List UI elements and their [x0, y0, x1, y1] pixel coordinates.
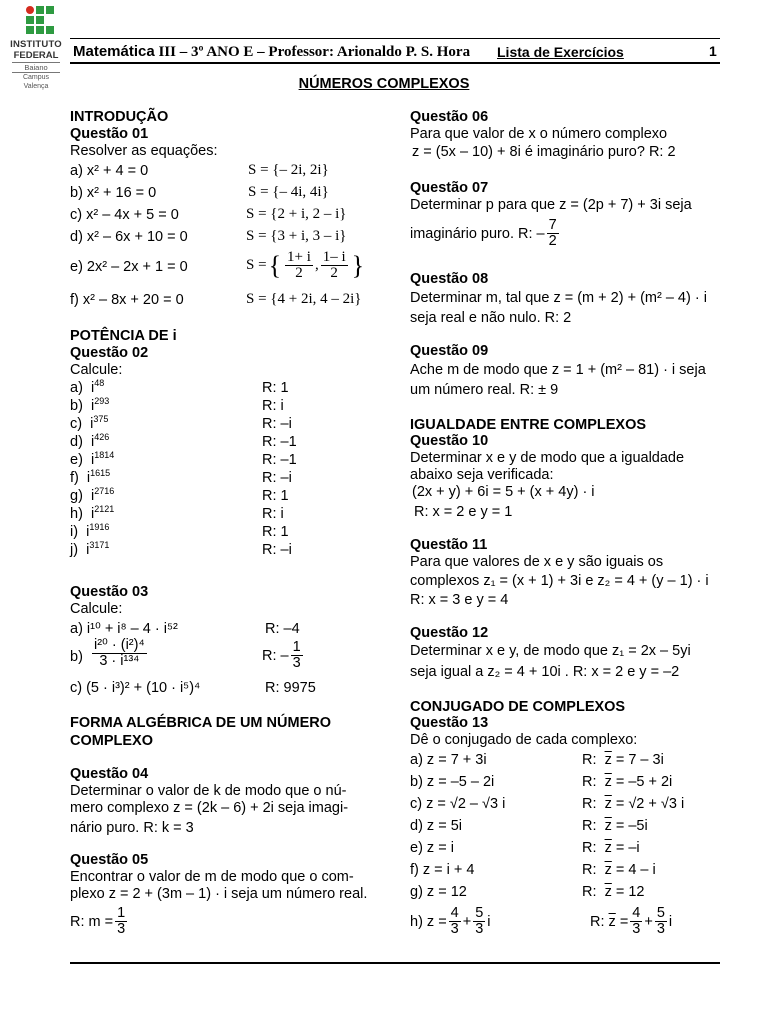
q02-answer: R: 1 [262, 488, 289, 504]
q02-item: c) $i^{375}$ [70, 414, 109, 432]
q06-text-1: Para que valor de x o número complexo [410, 126, 668, 142]
question-05-title: Questão 05 [70, 852, 149, 868]
q02-answer: R: i [262, 506, 284, 522]
q03-item-a: a) i¹⁰ + i⁸ – 4 · i⁵² [70, 621, 178, 637]
q01-answer-c: S = {2 + i, 2 – i} [246, 206, 347, 222]
q03-answer-c: R: 9975 [265, 680, 316, 696]
q11-answer: R: x = 3 e y = 4 [410, 592, 509, 608]
q02-item: a) $i^{48}$ [70, 378, 105, 396]
q02-item: g) $i^{2716}$ [70, 486, 115, 504]
q01-answer-a: S = {– 2i, 2i} [248, 162, 329, 178]
q01-answer-d: S = {3 + i, 3 – i} [246, 228, 347, 244]
q04-text-1: Determinar o valor de k de modo que o nú- [70, 783, 347, 799]
q02-item: j) $i^{3171}$ [70, 540, 110, 558]
q13-item: e) z = i [410, 840, 454, 856]
question-02-title: Questão 02 [70, 345, 149, 361]
q13-item: d) z = 5i [410, 818, 462, 834]
q08-text-1: Determinar m, tal que z = (m + 2) + (m² – 4) · i [410, 290, 707, 306]
q02-answer: R: –i [262, 416, 292, 432]
question-06-title: Questão 06 [410, 109, 489, 125]
header-rule-bottom [70, 62, 720, 64]
q13-item: a) z = 7 + 3i [410, 752, 487, 768]
question-04-title: Questão 04 [70, 766, 149, 782]
document-title: NÚMEROS COMPLEXOS [298, 76, 470, 92]
q01-item-e: e) 2x² – 2x + 1 = 0 [70, 259, 188, 275]
q02-item: f) $i^{1615}$ [70, 468, 111, 486]
logo-campus-label: Campus [22, 74, 50, 81]
question-03-title: Questão 03 [70, 584, 149, 600]
q10-equation: (2x + y) + 6i = 5 + (x + 4y) · i [412, 484, 595, 500]
q03-item-b-label: b) [70, 649, 83, 665]
q01-answer-b: S = {– 4i, 4i} [248, 184, 329, 200]
question-03-text: Calcule: [70, 601, 123, 617]
header-title [73, 43, 470, 61]
q04-text-3: nário puro. R: k = 3 [70, 820, 194, 836]
question-09-title: Questão 09 [410, 343, 489, 359]
section-intro: INTRODUÇÃO [70, 109, 169, 125]
q05-text-1: Encontrar o valor de m de modo que o com- [70, 869, 354, 885]
q03-answer-b: R: – $\frac{1}{3}$ [262, 639, 301, 671]
header-course: III – 3º ANO E – Professor: Arionaldo P. S. Hora [154, 44, 471, 60]
q09-text-2: um número real. R: ± 9 [410, 382, 559, 398]
q01-answer-e-frac1: $\frac{1+ i}{2}$ [287, 249, 311, 281]
q05-text-2: plexo z = 2 + (3m – 1) · i seja um número real. [70, 886, 368, 902]
q05-answer: R: m = $\frac{1}{3}$ [70, 905, 126, 937]
q13-item: c) z = √2 – √3 i [410, 796, 506, 812]
q13-text: Dê o conjugado de cada complexo: [410, 732, 638, 748]
q01-item-b: b) x² + 16 = 0 [70, 185, 157, 201]
q03-b-denominator: 3 · i¹³⁴ [99, 653, 140, 669]
q02-answer: R: –i [262, 542, 292, 558]
header-subject: Matemática [73, 43, 155, 60]
q01-item-c: c) x² – 4x + 5 = 0 [70, 207, 179, 223]
q13-answer-h: R: $\overline{z}$ = $\frac{4}{3}$ + $\frac{5}{3}$ i [590, 905, 673, 937]
q07-text-2: imaginário puro. R: – $\frac{7}{2}$ [410, 217, 557, 249]
q13-answer: R: $\overline{z} = 7 - 3i$ [582, 752, 664, 768]
question-01-title: Questão 01 [70, 126, 149, 142]
q06-text-2: z = (5x – 10) + 8i é imaginário puro? R: 2 [412, 144, 676, 160]
q03-b-numerator: i²⁰ · (i²)⁴ [94, 637, 145, 653]
question-11-title: Questão 11 [410, 537, 488, 553]
q02-item: e) $i^{1814}$ [70, 450, 115, 468]
question-12-title: Questão 12 [410, 625, 489, 641]
logo-text-line3: Baiano [24, 63, 48, 72]
q12-text-1: Determinar x e y, de modo que z₁ = 2x – 5yi [410, 643, 691, 659]
q13-item: f) z = i + 4 [410, 862, 475, 878]
q01-item-a: a) x² + 4 = 0 [70, 163, 149, 179]
q13-item: b) z = –5 – 2i [410, 774, 495, 790]
question-10-title: Questão 10 [410, 433, 489, 449]
q01-answer-f: S = {4 + 2i, 4 – 2i} [246, 291, 362, 307]
section-power-of-i: POTÊNCIA DE i [70, 328, 177, 344]
q09-text-1: Ache m de modo que z = 1 + (m² – 81) · i seja [410, 362, 706, 378]
q10-answer: R: x = 2 e y = 1 [414, 504, 513, 520]
q02-item: b) $i^{293}$ [70, 396, 110, 414]
q13-answer: R: $\overline{z} = √2 + √3$ i [582, 796, 685, 812]
logo-icon [26, 6, 56, 34]
q01-item-f: f) x² – 8x + 20 = 0 [70, 292, 184, 308]
q01-answer-e-frac2: $\frac{1- i}{2}$ [322, 249, 346, 281]
footer-rule [70, 962, 720, 964]
q02-answer: R: –i [262, 470, 292, 486]
q11-text-2: complexos z₁ = (x + 1) + 3i e z₂ = 4 + (y – 1) · i [410, 573, 709, 589]
section-conjugate: CONJUGADO DE COMPLEXOS [410, 699, 626, 715]
q13-answer: R: $\overline{z} = -5i$ [582, 818, 648, 834]
q01-answer-e: S = { $\frac{1+ i}{2}$ , $\frac{1- i}{2}$ } [246, 249, 365, 281]
q11-text-1: Para que valores de x e y são iguais os [410, 554, 664, 570]
question-08-title: Questão 08 [410, 271, 489, 287]
q02-answer: R: 1 [262, 524, 289, 540]
q02-answer: R: 1 [262, 380, 289, 396]
header-rule-top [70, 38, 720, 39]
header-list-label: Lista de Exercícios [497, 44, 624, 60]
question-07-title: Questão 07 [410, 180, 489, 196]
q13-answer: R: $\overline{z} = 4 - i$ [582, 862, 656, 878]
q12-text-2: seja igual a z₂ = 4 + 10i . R: x = 2 e y = –2 [410, 664, 680, 680]
q03-item-b-fraction [90, 638, 149, 669]
q02-answer: R: i [262, 398, 284, 414]
q02-answer: R: –1 [262, 452, 297, 468]
logo-campus-name: Valença [23, 83, 49, 90]
q08-text-2: seja real e não nulo. R: 2 [410, 310, 572, 326]
logo-text-line2: FEDERAL [13, 50, 59, 61]
q03-answer-a: R: –4 [265, 621, 300, 637]
section-algebraic-form-line2: COMPLEXO [70, 733, 153, 749]
q10-text-2: abaixo seja verificada: [410, 467, 554, 483]
q10-text-1: Determinar x e y de modo que a igualdade [410, 450, 685, 466]
logo-text-line1: INSTITUTO [10, 39, 62, 50]
q13-answer: R: $\overline{z} = 12$ [582, 884, 645, 900]
q01-item-d: d) x² – 6x + 10 = 0 [70, 229, 188, 245]
page-number: 1 [709, 43, 717, 59]
question-02-text: Calcule: [70, 362, 123, 378]
section-algebraic-form-line1: FORMA ALGÉBRICA DE UM NÚMERO [70, 715, 331, 731]
q07-text-1: Determinar p para que z = (2p + 7) + 3i seja [410, 197, 692, 213]
q02-item: h) $i^{2121}$ [70, 504, 115, 522]
q02-answer: R: –1 [262, 434, 297, 450]
question-13-title: Questão 13 [410, 715, 489, 731]
q13-item-h: h) z = $\frac{4}{3}$ + $\frac{5}{3}$ i [410, 905, 491, 937]
q13-item: g) z = 12 [410, 884, 467, 900]
q02-item: i) $i^{1916}$ [70, 522, 110, 540]
q04-text-2: mero complexo z = (2k – 6) + 2i seja imagi- [70, 800, 349, 816]
q03-item-c: c) (5 · i³)² + (10 · i⁵)⁴ [70, 680, 201, 696]
section-equality: IGUALDADE ENTRE COMPLEXOS [410, 417, 647, 433]
q13-answer: R: $\overline{z} = -i$ [582, 840, 640, 856]
q01-answer-e-label: S = [246, 257, 267, 273]
q13-answer: R: $\overline{z} = -5 + 2i$ [582, 774, 673, 790]
question-01-text: Resolver as equações: [70, 143, 218, 159]
q02-item: d) $i^{426}$ [70, 432, 110, 450]
